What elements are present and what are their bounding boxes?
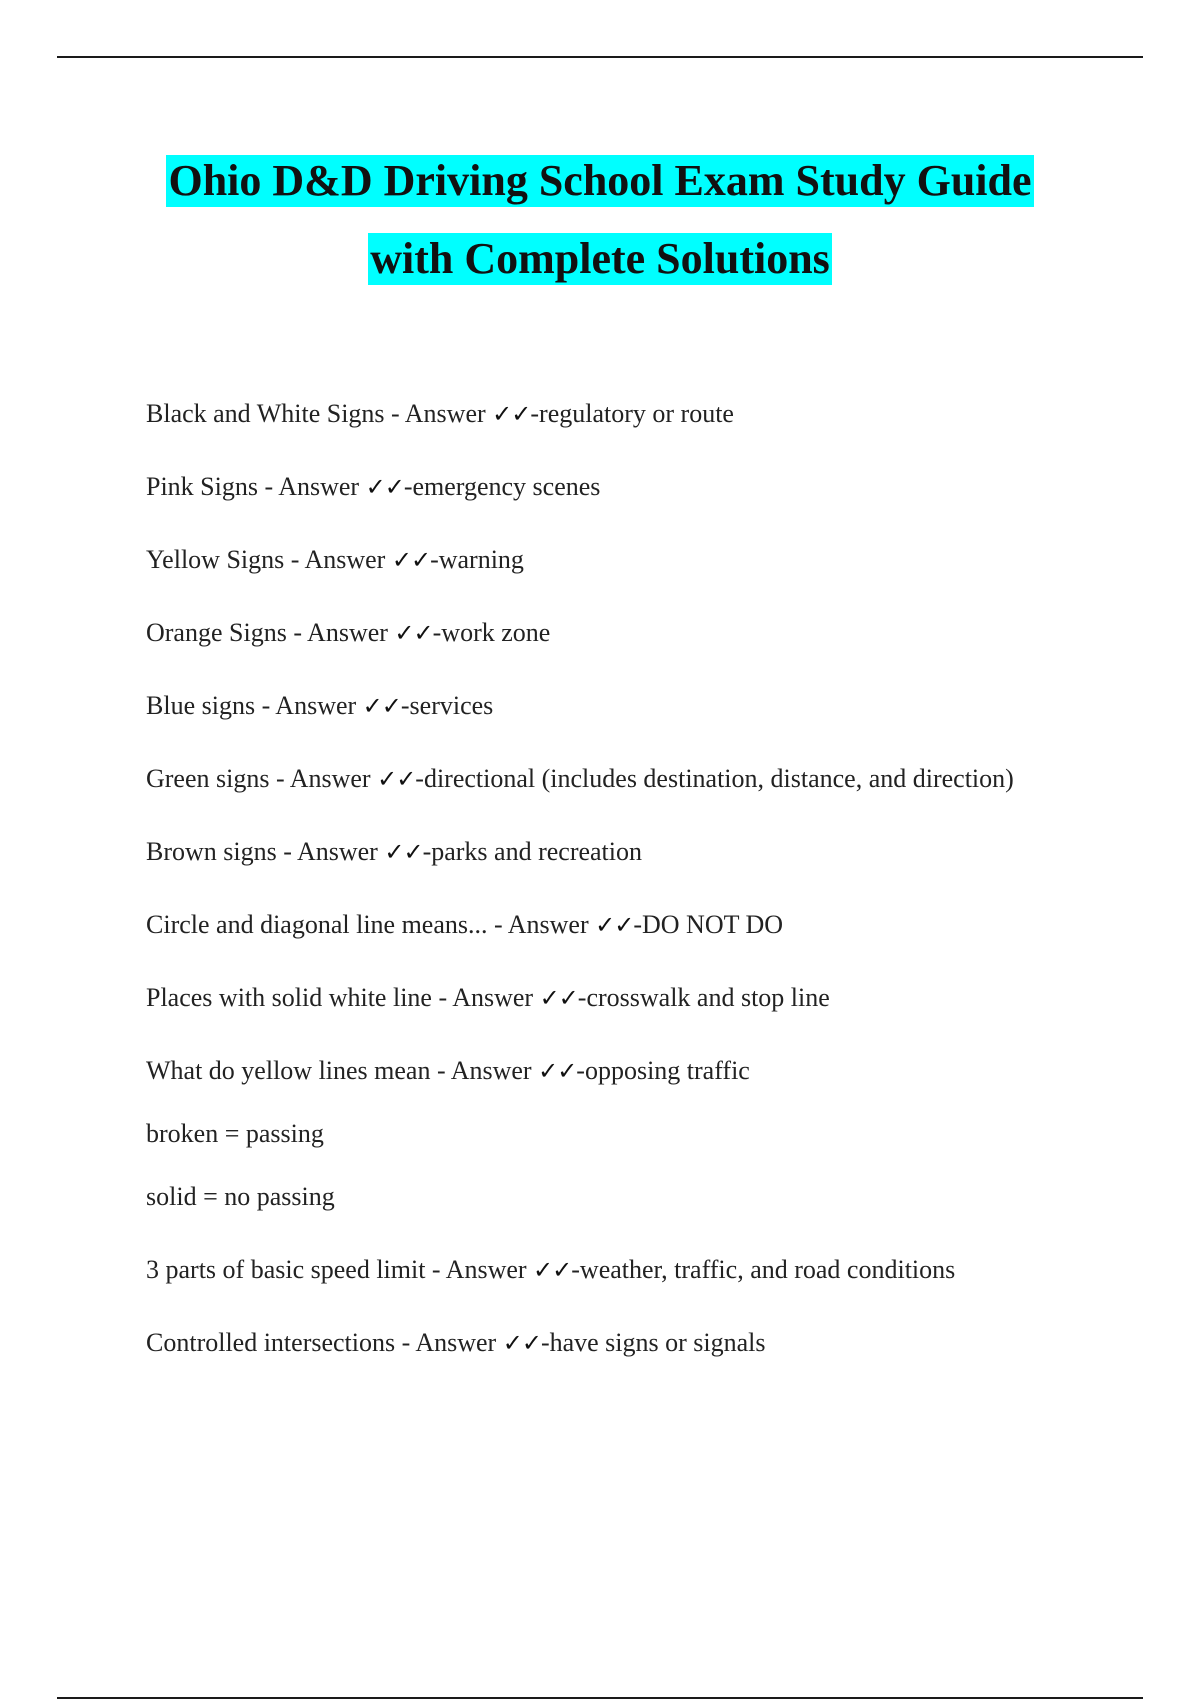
- qa-item: [146, 753, 1066, 805]
- answer-text: -have signs or signals: [540, 1328, 766, 1357]
- question-text: Green signs -: [146, 764, 290, 793]
- answer-text: -services: [400, 691, 494, 720]
- title-line-1: [0, 142, 1200, 220]
- bottom-rule: [57, 1697, 1143, 1699]
- answer-text: -opposing traffic: [576, 1056, 750, 1085]
- double-check-icon: ✓✓: [365, 473, 404, 501]
- qa-item: [146, 1244, 1066, 1296]
- answer-label: Answer: [307, 618, 388, 647]
- answer-label: Answer: [415, 1328, 497, 1357]
- answer-text: -parks and recreation: [422, 837, 643, 866]
- qa-item: [146, 534, 1066, 586]
- answer-label: Answer: [296, 837, 378, 866]
- qa-item: [146, 1317, 1066, 1369]
- qa-item: [146, 972, 1066, 1024]
- answer-text: -warning: [430, 545, 524, 574]
- top-rule: [57, 56, 1143, 58]
- answer-label: Answer: [507, 910, 589, 939]
- answer-text: -crosswalk and stop line: [577, 983, 830, 1012]
- question-text: What do yellow lines mean -: [146, 1056, 451, 1085]
- double-check-icon: ✓✓: [394, 619, 433, 647]
- qa-item: [146, 680, 1066, 732]
- qa-item: [146, 461, 1066, 513]
- answer-text: -regulatory or route: [530, 399, 734, 428]
- answer-label: Answer: [278, 472, 360, 501]
- double-check-icon: ✓✓: [377, 765, 416, 793]
- note-line: broken = passing: [146, 1119, 324, 1148]
- qa-item: [146, 826, 1066, 878]
- double-check-icon: ✓✓: [384, 838, 423, 866]
- question-text: Pink Signs -: [146, 472, 279, 501]
- answer-label: Answer: [450, 1056, 532, 1085]
- double-check-icon: ✓✓: [502, 1329, 541, 1357]
- answer-label: Answer: [304, 545, 386, 574]
- double-check-icon: ✓✓: [538, 1057, 577, 1085]
- answer-label: Answer: [452, 983, 534, 1012]
- double-check-icon: ✓✓: [391, 546, 431, 574]
- answer-text: -work zone: [432, 618, 551, 647]
- double-check-icon: ✓✓: [492, 400, 531, 428]
- answer-label: Answer: [289, 764, 371, 793]
- question-text: Black and White Signs -: [146, 399, 405, 428]
- document-title: [0, 142, 1200, 298]
- double-check-icon: ✓✓: [533, 1256, 572, 1284]
- qa-item: [146, 899, 1066, 951]
- question-text: Brown signs -: [146, 837, 297, 866]
- question-text: Circle and diagonal line means... -: [146, 910, 508, 939]
- question-text: Blue signs -: [146, 691, 276, 720]
- answer-label: Answer: [404, 399, 486, 428]
- title-line-2-text: with Complete Solutions: [370, 234, 830, 284]
- qa-item: [146, 607, 1066, 659]
- question-text: 3 parts of basic speed limit -: [146, 1255, 446, 1284]
- question-text: Orange Signs -: [146, 618, 308, 647]
- question-text: Places with solid white line -: [146, 983, 453, 1012]
- qa-item: [146, 1045, 1066, 1097]
- double-check-icon: ✓✓: [362, 692, 401, 720]
- qa-list: [146, 388, 1066, 1390]
- double-check-icon: ✓✓: [595, 911, 634, 939]
- answer-text: -directional (includes destination, distance, and direction): [415, 764, 1014, 793]
- answer-label: Answer: [445, 1255, 527, 1284]
- title-line-1-text: Ohio D&D Driving School Exam Study Guide: [168, 156, 1032, 206]
- answer-text: -emergency scenes: [403, 472, 601, 501]
- question-text: Controlled intersections -: [146, 1328, 416, 1357]
- title-line-2: [0, 220, 1200, 298]
- question-text: Yellow Signs -: [146, 545, 305, 574]
- qa-item: [146, 388, 1066, 440]
- answer-text: -DO NOT DO: [633, 910, 784, 939]
- answer-text: -weather, traffic, and road conditions: [571, 1255, 956, 1284]
- double-check-icon: ✓✓: [539, 984, 578, 1012]
- note-line: solid = no passing: [146, 1182, 335, 1211]
- answer-label: Answer: [275, 691, 357, 720]
